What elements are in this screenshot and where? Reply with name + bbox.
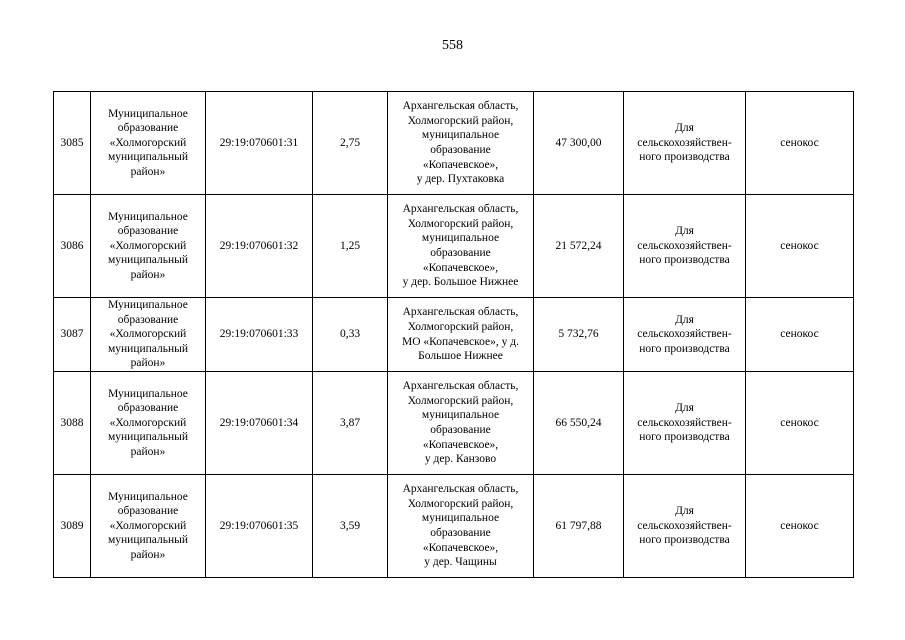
area-cell: 0,33 — [313, 298, 388, 372]
purpose-cell: Для сельскохозяйствен- ного производства — [624, 92, 746, 195]
cadastral-number-cell: 29:19:070601:31 — [206, 92, 313, 195]
owner-cell: Муниципальное образование «Холмогорский муниципальный район» — [91, 372, 206, 475]
area-cell: 3,87 — [313, 372, 388, 475]
land-registry-table — [53, 91, 854, 578]
row-number-cell: 3089 — [54, 475, 91, 578]
land-use-cell: сенокос — [746, 298, 854, 372]
purpose-cell: Для сельскохозяйствен- ного производства — [624, 195, 746, 298]
purpose-cell: Для сельскохозяйствен- ного производства — [624, 298, 746, 372]
cadastral-cost-cell: 21 572,24 — [534, 195, 624, 298]
row-number-cell: 3086 — [54, 195, 91, 298]
area-cell: 2,75 — [313, 92, 388, 195]
cadastral-number-cell: 29:19:070601:34 — [206, 372, 313, 475]
cadastral-cost-cell: 47 300,00 — [534, 92, 624, 195]
area-cell: 1,25 — [313, 195, 388, 298]
address-cell: Архангельская область, Холмогорский район, муниципальное образование «Копачевское», у дер. Канзово — [388, 372, 534, 475]
cadastral-cost-cell: 61 797,88 — [534, 475, 624, 578]
row-number-cell: 3087 — [54, 298, 91, 372]
owner-cell: Муниципальное образование «Холмогорский муниципальный район» — [91, 475, 206, 578]
purpose-cell: Для сельскохозяйствен- ного производства — [624, 475, 746, 578]
table-row — [54, 475, 854, 578]
owner-cell: Муниципальное образование «Холмогорский муниципальный район» — [91, 92, 206, 195]
owner-cell: Муниципальное образование «Холмогорский муниципальный район» — [91, 298, 206, 372]
purpose-cell: Для сельскохозяйствен- ного производства — [624, 372, 746, 475]
table-row — [54, 372, 854, 475]
cadastral-number-cell: 29:19:070601:33 — [206, 298, 313, 372]
land-use-cell: сенокос — [746, 92, 854, 195]
table-row — [54, 298, 854, 372]
table-row — [54, 92, 854, 195]
cadastral-number-cell: 29:19:070601:35 — [206, 475, 313, 578]
cadastral-cost-cell: 66 550,24 — [534, 372, 624, 475]
address-cell: Архангельская область, Холмогорский район, МО «Копачевское», у д. Большое Нижнее — [388, 298, 534, 372]
owner-cell: Муниципальное образование «Холмогорский муниципальный район» — [91, 195, 206, 298]
table-row — [54, 195, 854, 298]
land-use-cell: сенокос — [746, 475, 854, 578]
land-use-cell: сенокос — [746, 195, 854, 298]
address-cell: Архангельская область, Холмогорский район, муниципальное образование «Копачевское», у дер. Чащины — [388, 475, 534, 578]
address-cell: Архангельская область, Холмогорский район, муниципальное образование «Копачевское», у дер. Большое Нижнее — [388, 195, 534, 298]
page-number: 558 — [442, 38, 463, 53]
area-cell: 3,59 — [313, 475, 388, 578]
cadastral-cost-cell: 5 732,76 — [534, 298, 624, 372]
land-use-cell: сенокос — [746, 372, 854, 475]
row-number-cell: 3085 — [54, 92, 91, 195]
address-cell: Архангельская область, Холмогорский район, муниципальное образование «Копачевское», у дер. Пухтаковка — [388, 92, 534, 195]
row-number-cell: 3088 — [54, 372, 91, 475]
cadastral-number-cell: 29:19:070601:32 — [206, 195, 313, 298]
